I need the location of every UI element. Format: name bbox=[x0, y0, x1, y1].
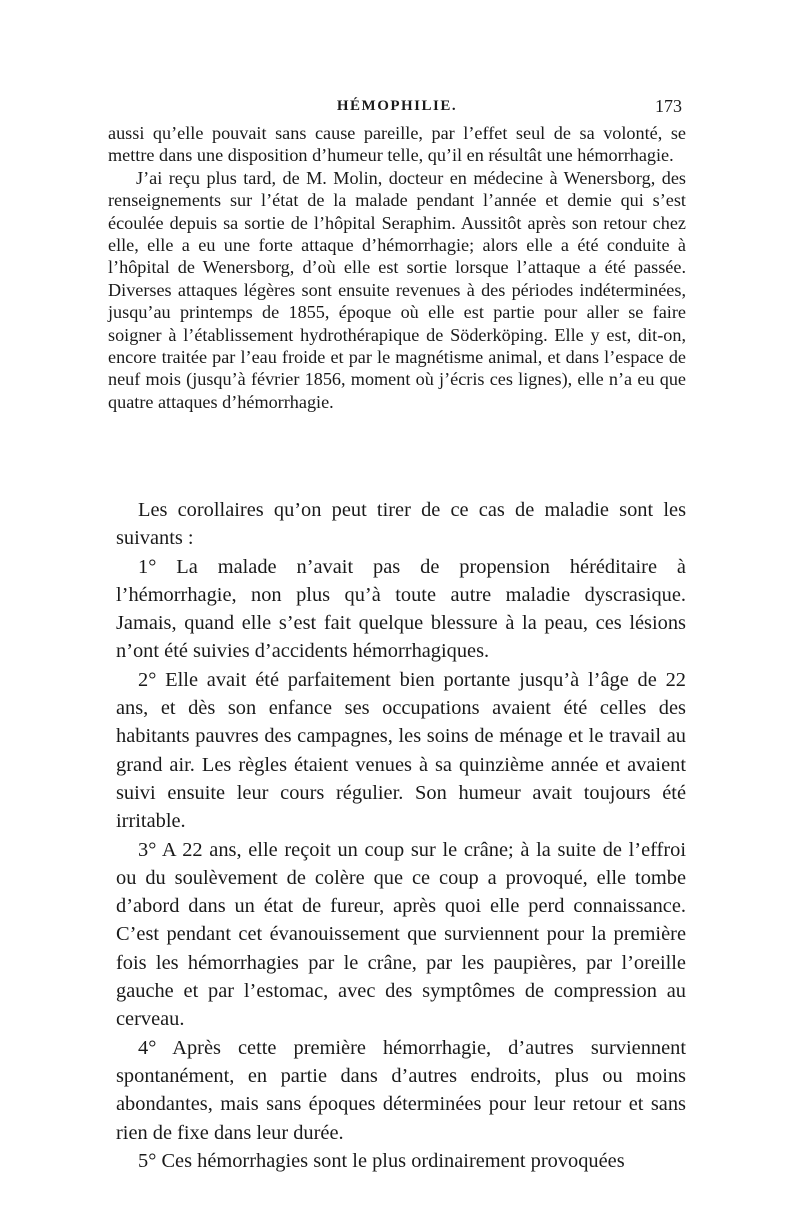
page-number: 173 bbox=[655, 96, 682, 116]
running-header bbox=[108, 98, 686, 122]
paragraph-corollaries-intro: Les corollaires qu’on peut tirer de ce cas de maladie sont les suivants : bbox=[116, 499, 686, 550]
corollary-1: 1° La malade n’avait pas de propension héréditaire à l’hémorrhagie, non plus qu’à toute autre maladie dyscrasique. Jamais, quand elle s’est fait quelque blessure à la peau, ces lésions n’ont été suivies d’accidents hémorrhagiques. bbox=[116, 555, 686, 663]
paragraph-molin-report: J’ai reçu plus tard, de M. Molin, docteur en médecine à Wenersborg, des renseignements sur l’état de la malade pendant l’année et demie qui s’est écoulée depuis sa sortie de l’hôpital Seraphim. Aussitôt après son retour chez elle, elle a eu une forte attaque d’hémorrhagie; alors elle a été conduite à l’hôpital de Wenersborg, d’où elle est sortie lorsque l’attaque a été passée. Diverses attaques légères sont ensuite revenues à des périodes indéterminées, jusqu’au printemps de 1855, époque où elle est partie pour aller se faire soigner à l’établissement hydrothérapique de Söderköping. Elle y est, dit-on, encore traitée par l’eau froide et par le magnétisme animal, et dans l’espace de neuf mois (jusqu’à février 1856, moment où j’écris ces lignes), elle n’a eu que quatre attaques d’hémorrhagie. bbox=[108, 167, 686, 412]
corollary-5: 5° Ces hémorrhagies sont le plus ordinairement provoquées bbox=[138, 1149, 625, 1172]
case-report-block bbox=[108, 122, 686, 413]
corollary-4: 4° Après cette première hémorrhagie, d’autres surviennent spontanément, en partie dans d’autres endroits, plus ou moins abondantes, mais sans époques déterminées pour leur retour et sans rien de fixe dans leur durée. bbox=[116, 1036, 686, 1144]
corollary-2: 2° Elle avait été parfaitement bien portante jusqu’à l’âge de 22 ans, et dès son enfance ses occupations avaient été celles des habitants pauvres des campagnes, les soins de ménage et le travail au grand air. Les règles étaient venues à sa quinzième année et avaient suivi ensuite leur cours régulier. Son humeur avait toujours été irritable. bbox=[116, 668, 686, 833]
paragraph-continuation: aussi qu’elle pouvait sans cause pareille, par l’effet seul de sa volonté, se mettre dans une disposition d’humeur telle, qu’il en résultât une hémorrhagie. bbox=[108, 123, 686, 166]
corollary-3: 3° A 22 ans, elle reçoit un coup sur le crâne; à la suite de l’effroi ou du soulèvement de colère que ce coup a provoqué, elle tombe d’abord dans un état de fureur, après quoi elle perd connaissance. C’est pendant cet évanouissement que surviennent pour la première fois les hémorrhagies par le crâne, par les paupières, par l’oreille gauche et par l’estomac, avec des symptômes de compression au cerveau. bbox=[116, 838, 686, 1031]
corollaries-block bbox=[116, 496, 686, 1175]
running-title: HÉMOPHILIE. bbox=[336, 98, 458, 114]
